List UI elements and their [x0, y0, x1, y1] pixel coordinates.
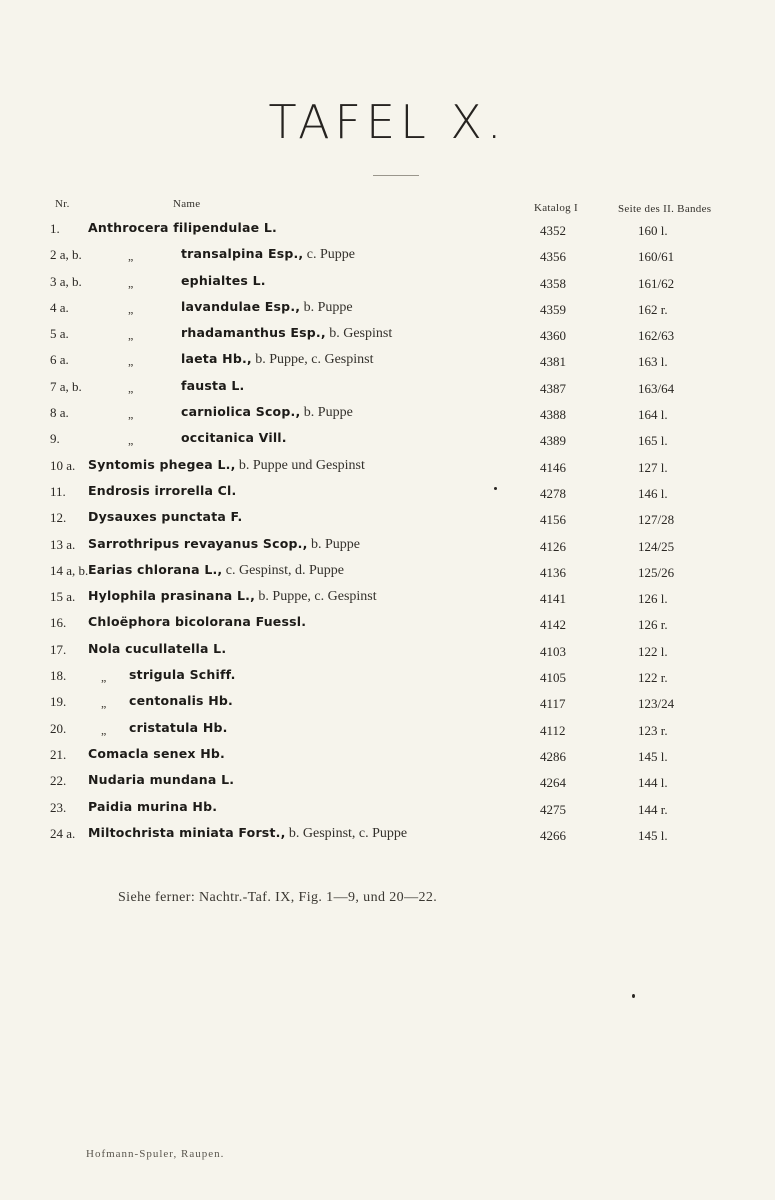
- table-row: [0, 638, 775, 664]
- table-row: [0, 506, 775, 532]
- page-reference: 127/28: [638, 512, 675, 528]
- header-katalog: Katalog I: [534, 202, 578, 214]
- species-name: Syntomis phegea L.,: [88, 456, 236, 472]
- species-name: laeta Hb.,: [181, 351, 252, 367]
- page-reference: 124/25: [638, 538, 675, 554]
- species-name: Chloëphora bicolorana Fuessl.: [88, 614, 307, 630]
- page-reference: 145 l.: [638, 827, 668, 843]
- entry-number: 2 a, b.: [50, 247, 82, 263]
- species-name-cell: [181, 430, 287, 446]
- entry-number: 11.: [50, 483, 66, 499]
- katalog-number: 4360: [540, 328, 566, 344]
- ditto-mark: „: [128, 301, 134, 316]
- page-reference: 126 r.: [638, 617, 668, 633]
- table-row: [0, 454, 775, 480]
- species-name: centonalis Hb.: [129, 693, 234, 709]
- page-reference: 164 l.: [638, 407, 668, 423]
- ditto-mark: „: [101, 722, 107, 737]
- stage-note: c. Puppe: [306, 247, 355, 263]
- species-name-cell: [181, 273, 266, 289]
- species-name: Earias chlorana L.,: [88, 561, 223, 577]
- entry-number: 12.: [50, 510, 67, 526]
- species-name: Nudaria mundana L.: [88, 772, 235, 788]
- species-name: Anthrocera filipendulae L.: [88, 220, 277, 235]
- page-reference: 123/24: [638, 696, 675, 712]
- page-reference: 123 r.: [638, 722, 668, 738]
- species-name-cell: [88, 457, 365, 474]
- species-name-cell: [181, 404, 353, 421]
- entry-number: 15 a.: [50, 589, 76, 605]
- species-name-cell: [88, 641, 226, 657]
- table-row: [0, 690, 775, 716]
- table-row: [0, 585, 775, 611]
- katalog-number: 4358: [540, 275, 566, 291]
- katalog-number: 4136: [540, 564, 566, 580]
- entry-number: 6 a.: [50, 352, 69, 368]
- table-row: [0, 822, 775, 848]
- entry-number: 9.: [50, 431, 60, 447]
- species-name-cell: [88, 614, 306, 630]
- katalog-number: 4286: [540, 748, 566, 764]
- table-row: [0, 664, 775, 690]
- stage-note: b. Gespinst, c. Puppe: [288, 825, 408, 841]
- ditto-mark: „: [128, 380, 134, 395]
- species-name-cell: [88, 509, 242, 525]
- species-name-cell: [88, 825, 407, 842]
- page-reference: 161/62: [638, 275, 675, 291]
- katalog-number: 4117: [540, 696, 566, 712]
- page-reference: 146 l.: [638, 485, 668, 501]
- species-name: Endrosis irrorella Cl.: [88, 482, 237, 498]
- ditto-mark: „: [128, 249, 134, 264]
- species-name: Nola cucullatella L.: [88, 640, 227, 656]
- entry-number: 22.: [50, 773, 67, 789]
- page-reference: 126 l.: [638, 591, 668, 607]
- species-name: occitanica Vill.: [181, 430, 287, 446]
- entry-number: 4 a.: [50, 299, 69, 315]
- page-reference: 163/64: [638, 380, 675, 396]
- entry-number: 19.: [50, 694, 67, 710]
- katalog-number: 4389: [540, 433, 566, 449]
- katalog-number: 4112: [540, 722, 566, 738]
- katalog-number: 4388: [540, 407, 566, 423]
- table-row: [0, 243, 775, 269]
- stage-note: b. Gespinst: [329, 326, 393, 342]
- species-name-cell: [88, 220, 277, 236]
- species-name: rhadamanthus Esp.,: [181, 325, 326, 341]
- ditto-mark: „: [101, 696, 107, 711]
- katalog-number: 4359: [540, 301, 566, 317]
- entry-number: 8 a.: [50, 405, 69, 421]
- katalog-number: 4356: [540, 249, 566, 265]
- species-name-cell: [129, 720, 228, 736]
- table-row: [0, 217, 775, 243]
- katalog-number: 4275: [540, 801, 566, 817]
- header-seite: Seite des II. Bandes: [618, 203, 712, 215]
- ditto-mark: „: [101, 670, 107, 685]
- katalog-number: 4103: [540, 643, 566, 659]
- ditto-mark: „: [128, 328, 134, 343]
- katalog-number: 4142: [540, 617, 566, 633]
- table-row: [0, 296, 775, 322]
- species-name: Dysauxes punctata F.: [88, 509, 243, 525]
- table-row: [0, 796, 775, 822]
- page-reference: 144 r.: [638, 801, 668, 817]
- header-name: Name: [173, 198, 201, 210]
- table-row: [0, 769, 775, 795]
- ditto-mark: „: [128, 275, 134, 290]
- table-row: [0, 322, 775, 348]
- table-row: [0, 559, 775, 585]
- species-name: strigula Schiff.: [129, 667, 236, 683]
- page-reference: 163 l.: [638, 354, 668, 370]
- species-name: fausta L.: [181, 377, 245, 393]
- entry-number: 20.: [50, 720, 67, 736]
- stage-note: b. Puppe: [310, 536, 360, 552]
- ditto-mark: „: [128, 407, 134, 422]
- page-reference: 160/61: [638, 249, 675, 265]
- species-name-cell: [88, 536, 360, 553]
- table-row: [0, 270, 775, 296]
- table-row: [0, 743, 775, 769]
- species-name-cell: [88, 772, 234, 788]
- entry-number: 18.: [50, 668, 67, 684]
- stage-note: b. Puppe, c. Gespinst: [258, 589, 377, 605]
- page-reference: 165 l.: [638, 433, 668, 449]
- katalog-number: 4381: [540, 354, 566, 370]
- page-title: TAFEL X.: [268, 95, 507, 149]
- species-name-cell: [181, 351, 373, 368]
- ditto-mark: „: [128, 354, 134, 369]
- entry-number: 10 a.: [50, 457, 76, 473]
- page-reference: 127 l.: [638, 459, 668, 475]
- page-reference: 144 l.: [638, 775, 668, 791]
- entry-number: 5 a.: [50, 326, 69, 342]
- table-row: [0, 401, 775, 427]
- stage-note: b. Puppe und Gespinst: [238, 457, 365, 473]
- stage-note: b. Puppe: [303, 299, 353, 315]
- table-row: [0, 375, 775, 401]
- table-row: [0, 717, 775, 743]
- species-name-cell: [88, 746, 225, 762]
- katalog-number: 4264: [540, 775, 566, 791]
- table-row: [0, 348, 775, 374]
- species-name: Paidia murina Hb.: [88, 798, 218, 814]
- species-name-cell: [88, 483, 236, 499]
- table-row: [0, 427, 775, 453]
- species-name: Hylophila prasinana L.,: [88, 588, 256, 604]
- print-speck: [494, 487, 497, 490]
- entry-number: 3 a, b.: [50, 273, 82, 289]
- entry-number: 16.: [50, 615, 67, 631]
- title-rule: [373, 175, 419, 176]
- species-name: lavandulae Esp.,: [181, 298, 301, 314]
- species-name: ephialtes L.: [181, 272, 266, 288]
- footer-note: Siehe ferner: Nachtr.-Taf. IX, Fig. 1—9, und 20—22.: [118, 890, 438, 905]
- species-name: Comacla senex Hb.: [88, 745, 225, 761]
- species-name-cell: [181, 299, 353, 316]
- katalog-number: 4266: [540, 827, 566, 843]
- species-name: Miltochrista miniata Forst.,: [88, 824, 286, 840]
- katalog-number: 4105: [540, 670, 566, 686]
- entry-number: 23.: [50, 799, 67, 815]
- entry-number: 14 a, b.: [50, 562, 89, 578]
- entry-number: 24 a.: [50, 825, 76, 841]
- species-name-cell: [88, 799, 217, 815]
- publisher-credit: Hofmann-Spuler, Raupen.: [86, 1148, 225, 1160]
- page-reference: 122 r.: [638, 670, 668, 686]
- katalog-number: 4387: [540, 380, 566, 396]
- katalog-number: 4352: [540, 223, 566, 238]
- table-row: [0, 611, 775, 637]
- print-speck: [632, 994, 635, 998]
- katalog-number: 4156: [540, 512, 566, 528]
- katalog-number: 4126: [540, 538, 566, 554]
- species-name-cell: [129, 693, 233, 709]
- species-name: cristatula Hb.: [129, 719, 228, 735]
- stage-note: c. Gespinst, d. Puppe: [225, 562, 344, 578]
- entry-number: 21.: [50, 746, 67, 762]
- stage-note: b. Puppe: [303, 405, 353, 421]
- species-name: transalpina Esp.,: [181, 246, 304, 262]
- species-table: [0, 217, 775, 848]
- species-name: Sarrothripus revayanus Scop.,: [88, 535, 308, 551]
- header-nr: Nr.: [55, 198, 70, 210]
- katalog-number: 4278: [540, 485, 566, 501]
- stage-note: b. Puppe, c. Gespinst: [255, 352, 374, 368]
- katalog-number: 4146: [540, 459, 566, 475]
- entry-number: 7 a, b.: [50, 378, 82, 394]
- species-name: carniolica Scop.,: [181, 404, 301, 420]
- species-name-cell: [181, 378, 245, 394]
- page-reference: 160 l.: [638, 223, 668, 238]
- entry-number: 13 a.: [50, 536, 76, 552]
- page-reference: 162/63: [638, 328, 675, 344]
- page-reference: 122 l.: [638, 643, 668, 659]
- entry-number: 17.: [50, 641, 67, 657]
- ditto-mark: „: [128, 433, 134, 448]
- species-name-cell: [88, 562, 344, 579]
- species-name-cell: [88, 588, 377, 605]
- species-name-cell: [181, 246, 355, 263]
- species-name-cell: [181, 325, 392, 342]
- table-row: [0, 480, 775, 506]
- species-name-cell: [129, 667, 236, 683]
- page-reference: 162 r.: [638, 301, 668, 317]
- table-row: [0, 533, 775, 559]
- page-reference: 145 l.: [638, 748, 668, 764]
- katalog-number: 4141: [540, 591, 566, 607]
- entry-number: 1.: [50, 221, 60, 236]
- page-reference: 125/26: [638, 564, 675, 580]
